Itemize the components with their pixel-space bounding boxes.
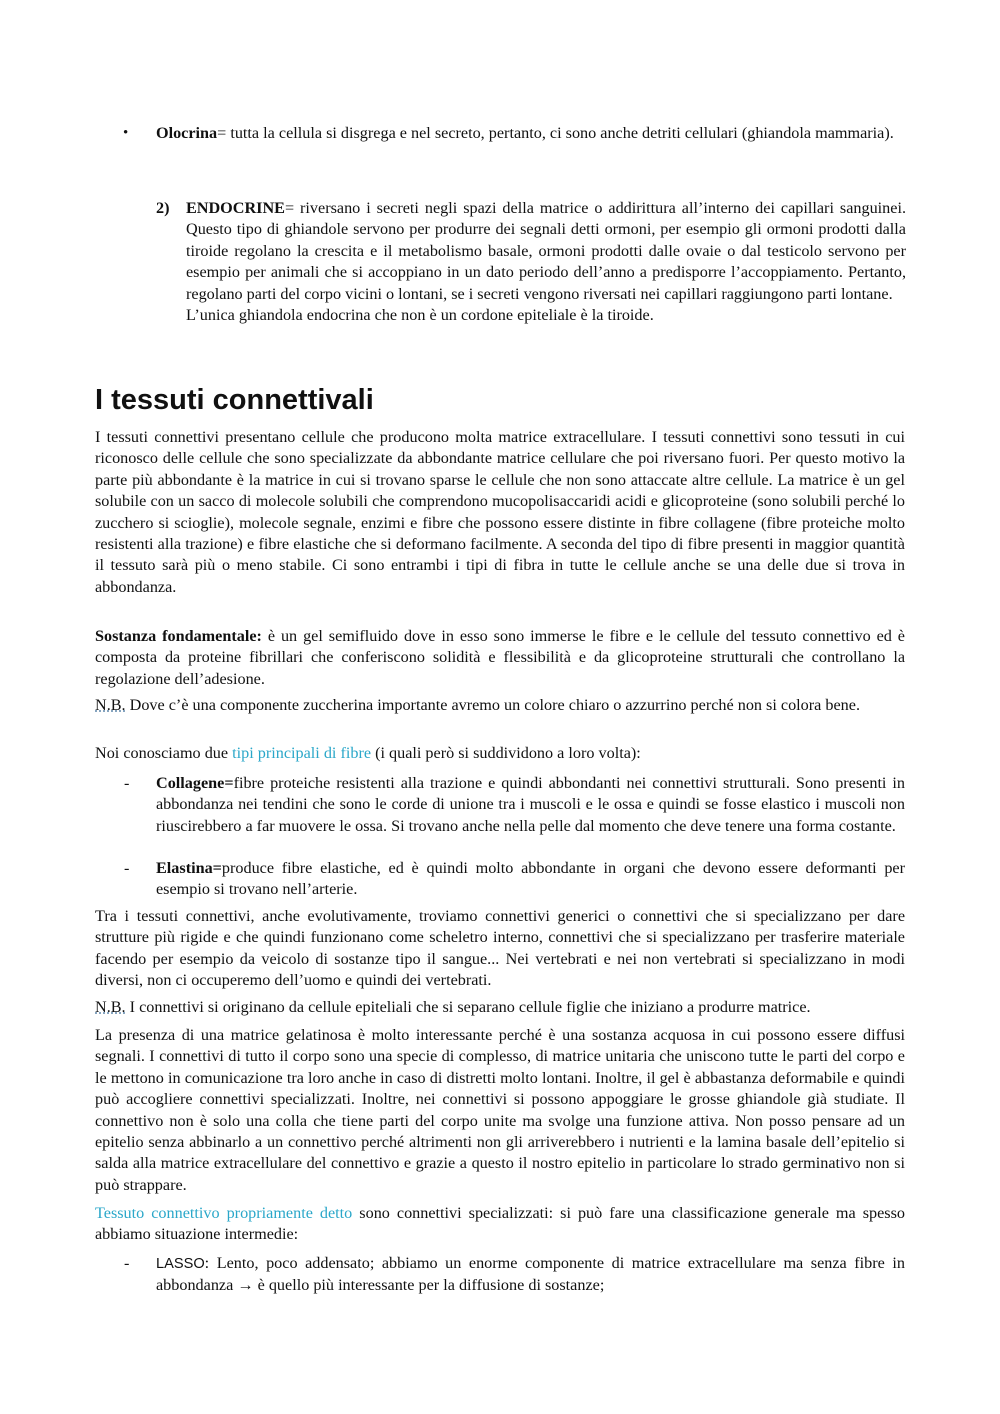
bullet-icon: • xyxy=(123,125,129,141)
sostanza-paragraph xyxy=(95,626,905,690)
nb-paragraph-2 xyxy=(95,997,905,1018)
lasso-definition: : Lento, poco addensato; abbiamo un enorme componente di matrice extracellulare ma senza fibre in abbondanza xyxy=(156,1254,905,1295)
fibre-types-link[interactable]: tipi principali di fibre xyxy=(232,744,372,762)
arrow-right-icon: → xyxy=(237,1276,254,1295)
endocrine-term: ENDOCRINE xyxy=(186,199,285,217)
sostanza-term: Sostanza fondamentale: xyxy=(95,627,262,645)
fibre-intro-after: (i quali però si suddividono a loro volta): xyxy=(371,744,641,762)
sostanza-definition: è un gel semifluido dove in esso sono immerse le fibre e le cellule del tessuto connettivo ed è composta da proteine fibrillari che conferiscono solidità e flessibilità e da glicoproteine strutturali che controllano la regolazione dell’adesione. xyxy=(95,627,905,688)
lasso-text xyxy=(156,1253,905,1297)
elastina-term: Elastina= xyxy=(156,859,222,877)
collagene-text xyxy=(156,773,905,837)
fibre-intro xyxy=(95,743,905,764)
lasso-tail: è quello più interessante per la diffusione di sostanze; xyxy=(253,1276,605,1295)
section-heading: I tessuti connettivali xyxy=(95,384,374,416)
presenza-paragraph: La presenza di una matrice gelatinosa è molto interessante perché è una sostanza acquosa in cui possono essere diffusi segnali. I connettivi di tutto il corpo sono una specie di complesso, di matrice unitaria che uniscono tutte le parti del corpo e le mettono in comunicazione tra loro anche in caso di distretti molto lontani. Inoltre, il gel è abbastanza deformabile e quindi può accogliere connettivi specializzati. Inoltre, nei connettivi si possono appoggiare le grosse ghiandole già studiate. Il connettivo non è solo una colla che tiene parti del corpo unite ma svolge una funzione attiva. Non posso pensare ad un epitelio senza abbinarlo a un connettivo perché altrimenti non gli arriverebbero i nutrienti e la lamina basale dell’epitelio si salda alla matrice extracellulare del connettivo e grazie a questo il nostro epitelio in particolare lo strado germinativo non si può strappare. xyxy=(95,1026,905,1194)
fibre-intro-before: Noi conosciamo due xyxy=(95,744,233,762)
lasso-term: LASSO xyxy=(156,1256,205,1272)
list-number: 2) xyxy=(156,199,170,217)
elastina-definition: produce fibre elastiche, ed è quindi molto abbondante in organi che devono essere deformanti per esempio si trovano nell’arterie. xyxy=(156,859,905,899)
endocrine-definition: = riversano i secreti negli spazi della matrice o addirittura all’interno dei capillari sanguinei. Questo tipo di ghiandole servono per produrre dei segnali detti ormoni, per esempio gli ormoni prodotti dalla tiroide regolano la crescita e il metabolismo basale, ormoni prodotti dalle ovaie o dal testicolo servono per esempio per animali che si accoppiano in un dato periodo dell’anno a predisporre l’accoppiamento. Pertanto, regolano parti del corpo vicini o lontani, se i secreti vengono riversati nei capillari raggiungono parti lontane. xyxy=(186,199,906,303)
proprio-paragraph xyxy=(95,1203,905,1246)
olocrina-term: Olocrina xyxy=(156,124,218,142)
proprio-text: sono connettivi specializzati: si può fare una classificazione generale ma spesso abbiamo situazione intermedie: xyxy=(95,1204,905,1244)
dash-marker: - xyxy=(124,1254,130,1272)
connettivo-proprio-link[interactable]: Tessuto connettivo propriamente detto xyxy=(95,1204,353,1222)
nb-text: I connettivi si originano da cellule epiteliali che si separano cellule figlie che iniziano a produrre matrice. xyxy=(125,998,811,1016)
olocrina-text xyxy=(156,123,905,144)
endocrine-note: L’unica ghiandola endocrina che non è un cordone epiteliale è la tiroide. xyxy=(186,306,654,325)
endocrine-text xyxy=(186,198,906,305)
dash-marker: - xyxy=(124,774,130,792)
elastina-text xyxy=(156,858,905,901)
olocrina-definition: = tutta la cellula si disgrega e nel secreto, pertanto, ci sono anche detriti cellulari (ghiandola mammaria). xyxy=(217,124,894,142)
collagene-term: Collagene= xyxy=(156,774,234,792)
endocrine-body xyxy=(186,198,906,326)
nb-text: Dove c’è una componente zuccherina importante avremo un colore chiaro o azzurrino perché non si colora bene. xyxy=(125,696,860,714)
nb-label: N.B. xyxy=(95,696,126,714)
collagene-definition: fibre proteiche resistenti alla trazione e quindi abbondanti nei connettivi strutturali. Sono presenti in abbondanza nei tendini che sono le corde di unione tra i muscoli e le ossa e quindi se fosse elastico i muscoli non riuscirebbero a far muovere le ossa. Si trovano anche nella pelle dal momento che deve tenere una forma costante. xyxy=(156,774,905,835)
tra-paragraph: Tra i tessuti connettivi, anche evolutivamente, troviamo connettivi generici o connettivi che si specializzano per dare strutture più rigide e che quindi funzionano come scheletro interno, connettivi che si specializzano per trasferire materiale facendo per esempio da veicolo di sostanze tipo il sangue... Nei vertebrati e nei non vertebrati si specializzano in modi diversi, non ci occuperemo dell’uomo e quindi dei vertebrati. xyxy=(95,907,905,990)
intro-paragraph: I tessuti connettivi presentano cellule che producono molta matrice extracellulare. I tessuti connettivi sono tessuti in cui riconosco delle cellule che sono specializzate da abbondante matrice cellulare che poi riversano fuori. Per questo motivo la parte più abbondante è la matrice in cui si trovano sparse le cellule che non sono attaccate altre cellule. La matrice è un gel solubile con un sacco di molecole solubili che comprendono mucopolisaccaridi acidi e glicoproteine (sono solubili perché lo zucchero si scioglie), molecole segnale, enzimi e fibre che possono essere distinte in fibre collagene (fibre proteiche molto resistenti alla trazione) e fibre elastiche che si deformano facilmente. A seconda del tipo di fibre presenti in maggior quantità il tessuto sarà più o meno stabile. Ci sono entrambi i tipi di fibra in tutte le cellule anche se una delle due si trova in abbondanza. xyxy=(95,428,905,596)
nb-paragraph-1 xyxy=(95,695,905,716)
nb-label: N.B. xyxy=(95,998,126,1016)
dash-marker: - xyxy=(124,859,130,877)
